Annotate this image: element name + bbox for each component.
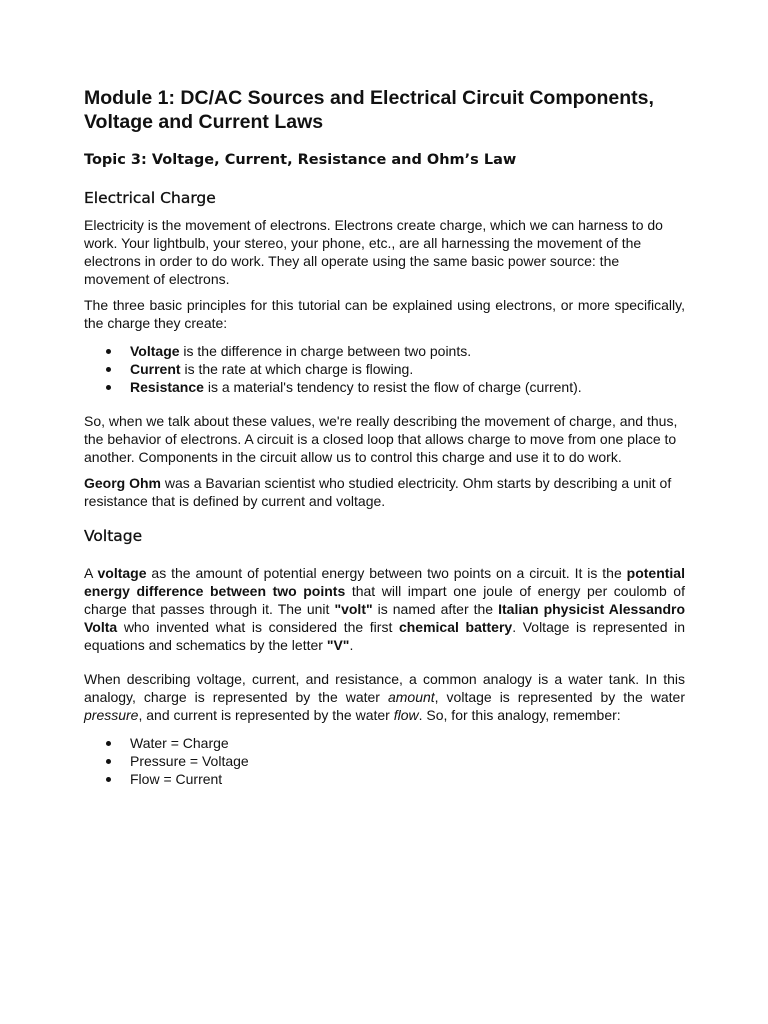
italic-flow: flow (393, 707, 419, 723)
bold-letter-v: "V" (326, 637, 350, 653)
text-segment: that will impart one joule of energy per coulomb of charge that passes through it. The unit (84, 583, 685, 617)
definition-current: is the rate at which charge is flowing. (180, 361, 414, 377)
list-item (106, 770, 685, 788)
georg-ohm-text: was a Bavarian scientist who studied electricity. Ohm starts by describing a unit of resistance that is defined by current and voltage. (84, 475, 672, 509)
list-item (106, 752, 685, 770)
topic-title-part-2: , Resistance and Ohm (287, 152, 465, 168)
section-heading-electrical-charge: Electrical Charge (84, 189, 216, 207)
text-segment: , voltage is represented by the water (434, 689, 685, 705)
bold-volt: "volt" (334, 601, 373, 617)
bullet-icon (106, 759, 111, 764)
italic-pressure: pressure (84, 707, 139, 723)
paragraph-electricity-intro: Electricity is the movement of electrons. Electrons create charge, which we can harness to do work. Your lightbulb, your stereo, your phone, etc., are all harnessing the movement of the electrons in order to do work. They all operate using the same basic power source: the movement of electrons. (84, 217, 663, 287)
text-segment: A (84, 565, 98, 581)
module-title-line-1: Module 1: DC/AC Sources and Electrical Circuit Components, (84, 87, 654, 109)
analogy-list (84, 734, 685, 788)
text-segment: , and current is represented by the water (138, 707, 394, 723)
italic-amount: amount (387, 689, 435, 705)
topic-title-part-3: ’s Law (464, 152, 517, 168)
text-segment: who invented what is considered the first (117, 619, 399, 635)
text-segment: . Voltage is represented in equations and schematics by the letter (84, 619, 686, 653)
topic-title (84, 150, 685, 170)
paragraph-georg-ohm (84, 474, 685, 510)
bullet-icon (106, 741, 111, 746)
bullet-icon (106, 367, 111, 372)
module-title (84, 86, 685, 134)
module-title-line-2: Voltage and Current Laws (84, 111, 324, 133)
principles-list (84, 342, 685, 396)
bold-voltage: voltage (97, 565, 147, 581)
paragraph-three-principles: The three basic principles for this tutorial can be explained using electrons, or more specifically, the charge they create: (84, 297, 685, 331)
term-resistance: Resistance (130, 379, 204, 395)
list-item (106, 378, 685, 396)
text-segment: is named after the (372, 601, 499, 617)
paragraph-movement-of-charge: So, when we talk about these values, we're really describing the movement of charge, and thus, the behavior of electrons. A circuit is a closed loop that allows charge to move from one place to another. Components in the circuit allow us to control this charge and use it to do work. (84, 413, 678, 465)
text-segment: When describing voltage, current, and resistance, a common analogy is a water tank. In this analogy, charge is represented by the water (84, 671, 685, 705)
list-item (106, 342, 685, 360)
text-segment: as the amount of potential energy between two points on a circuit. It is the (146, 565, 627, 581)
analogy-flow-current: Flow = Current (130, 771, 223, 787)
list-item (106, 360, 685, 378)
bullet-icon (106, 777, 111, 782)
georg-ohm-name: Georg Ohm (84, 475, 162, 491)
bold-alessandro-volta: Italian physicist Alessandro Volta (84, 601, 686, 635)
paragraph-water-tank-analogy (84, 670, 685, 724)
bold-potential-energy-difference: potential energy difference between two points (84, 565, 685, 599)
definition-resistance: is a material's tendency to resist the flow of charge (current). (203, 379, 582, 395)
bullet-icon (106, 349, 111, 354)
list-item (106, 734, 685, 752)
bullet-icon (106, 385, 111, 390)
topic-title-part-1: Topic 3: Voltage, Current (84, 152, 288, 168)
paragraph-voltage-definition (84, 564, 685, 654)
analogy-water-charge: Water = Charge (130, 735, 229, 751)
definition-voltage: is the difference in charge between two points. (179, 343, 472, 359)
section-heading-voltage: Voltage (84, 527, 143, 545)
text-segment: . So, for this analogy, remember: (418, 707, 621, 723)
bold-chemical-battery: chemical battery (398, 619, 513, 635)
analogy-pressure-voltage: Pressure = Voltage (130, 753, 249, 769)
term-current: Current (130, 361, 181, 377)
term-voltage: Voltage (130, 343, 180, 359)
text-segment: . (349, 637, 354, 653)
